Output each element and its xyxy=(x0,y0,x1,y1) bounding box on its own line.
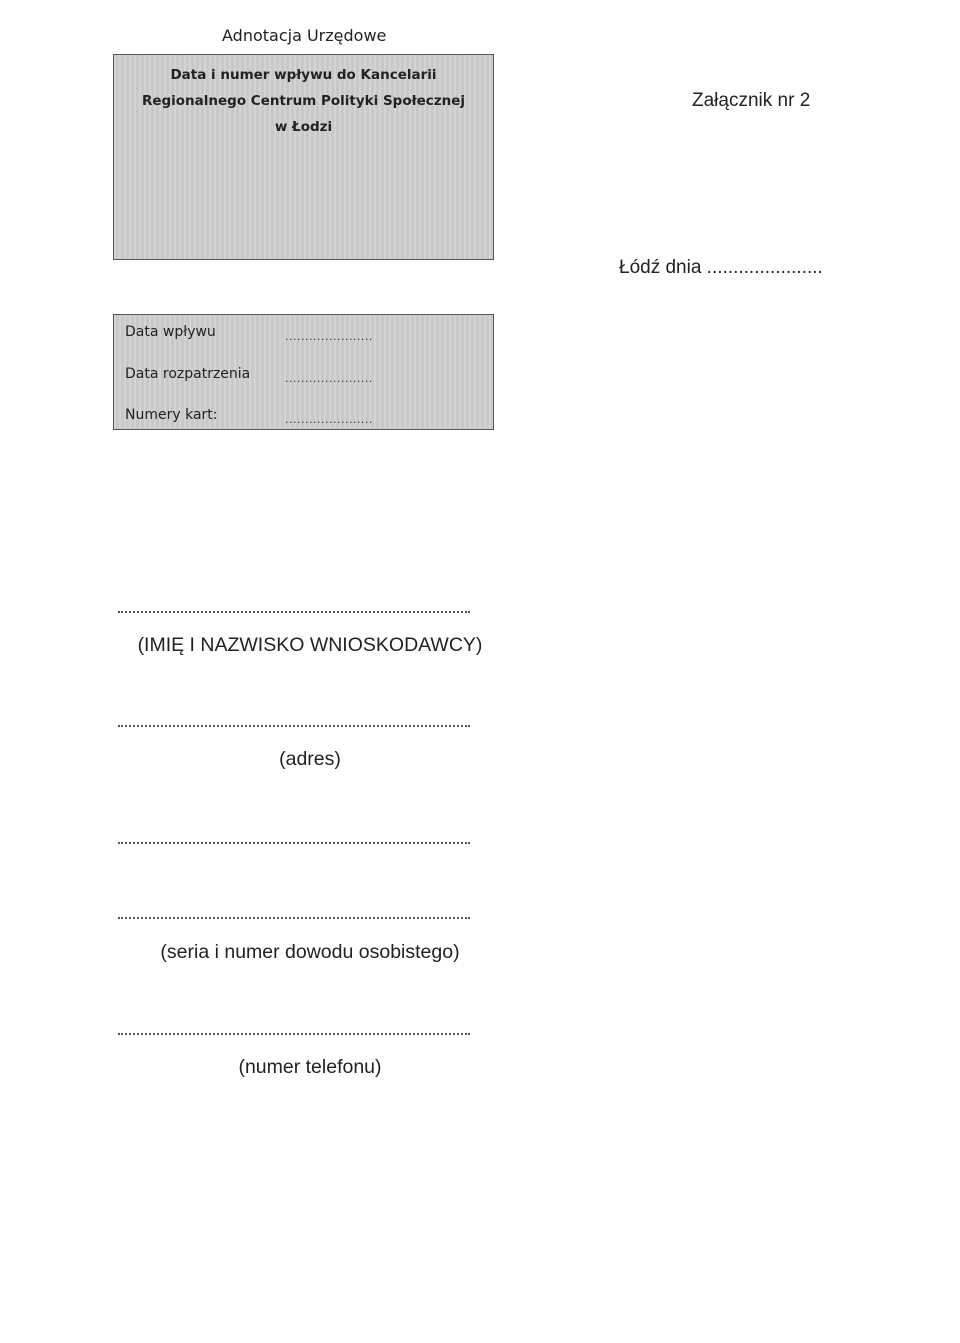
id-number-input-line xyxy=(118,917,470,919)
receipt-date-label: Data wpływu xyxy=(125,324,216,340)
phone-input-line xyxy=(118,1033,470,1035)
receipt-stamp-box xyxy=(113,54,494,260)
receipt-date-value: ...................... xyxy=(285,330,373,343)
address-label: (adres) xyxy=(279,748,341,770)
card-numbers-value: ...................... xyxy=(285,413,373,426)
stamp-line-1: Data i numer wpływu do Kancelarii xyxy=(170,67,437,83)
stamp-line-2: Regionalnego Centrum Polityki Społecznej xyxy=(141,93,466,109)
review-date-value: ...................... xyxy=(285,372,373,385)
address-continuation-line xyxy=(118,842,470,844)
attachment-number: Załącznik nr 2 xyxy=(692,90,811,111)
id-number-label: (seria i numer dowodu osobistego) xyxy=(160,941,460,963)
review-date-label: Data rozpatrzenia xyxy=(125,366,251,382)
phone-label: (numer telefonu) xyxy=(238,1056,382,1078)
place-and-date-field: Łódź dnia ...................... xyxy=(619,257,823,278)
stamp-line-3: w Łodzi xyxy=(274,119,333,135)
applicant-name-label: (IMIĘ I NAZWISKO WNIOSKODAWCY) xyxy=(137,634,483,656)
applicant-name-input-line xyxy=(118,611,470,613)
registration-box xyxy=(113,314,494,430)
official-annotation-heading: Adnotacja Urzędowe xyxy=(222,26,387,45)
address-input-line xyxy=(118,725,470,727)
card-numbers-label: Numery kart: xyxy=(125,407,218,423)
